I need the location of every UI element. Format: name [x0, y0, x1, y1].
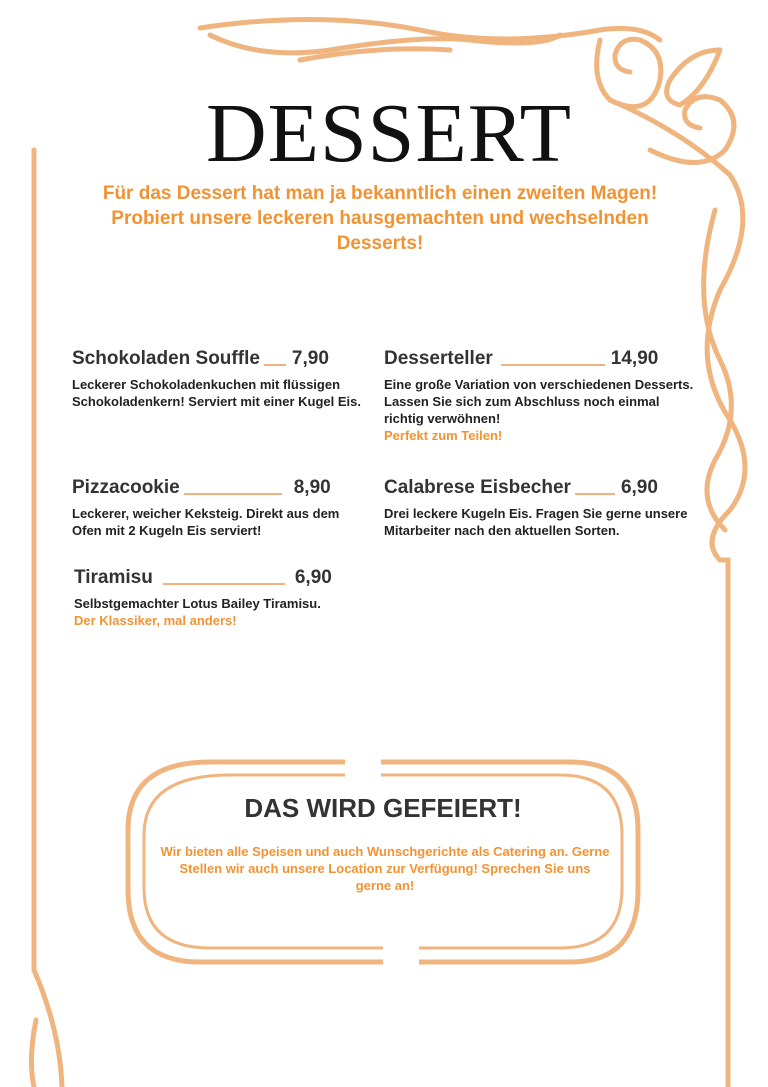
item-leader-line — [163, 583, 285, 585]
item-name: Schokoladen Souffle — [72, 348, 260, 369]
menu-item — [72, 477, 362, 539]
item-description: Selbstgemachter Lotus Bailey Tiramisu. — [74, 596, 321, 611]
menu-item — [72, 348, 372, 410]
item-description: Leckerer, weicher Keksteig. Direkt aus dem Ofen mit 2 Kugeln Eis serviert! — [72, 506, 340, 538]
item-price: 6,90 — [294, 567, 332, 588]
item-price: 6,90 — [620, 477, 658, 498]
item-price: 14,90 — [610, 348, 659, 369]
item-name: Desserteller — [384, 348, 493, 369]
left-corner-curl — [31, 1020, 36, 1087]
menu-item — [384, 477, 714, 539]
item-price: 7,90 — [291, 348, 329, 369]
left-border-line — [34, 150, 62, 1087]
intro-text: Für das Dessert hat man ja bekanntlich einen zweiten Magen! Probiert unsere leckeren hausgemachten und wechselnden Desserts! — [102, 183, 658, 254]
item-leader-line — [184, 493, 282, 495]
event-title: DAS WIRD GEFEIERT! — [244, 793, 522, 823]
item-description: Leckerer Schokoladenkuchen mit flüssigen Schokoladenkern! Serviert mit einer Kugel Eis. — [72, 377, 361, 409]
item-name: Tiramisu — [74, 567, 153, 588]
item-leader-line — [501, 364, 605, 366]
menu-item — [74, 567, 374, 629]
item-leader-line — [575, 493, 615, 495]
event-text: Wir bieten alle Speisen und auch Wunschgerichte als Catering an. Gerne Stellen wir auch unsere Location zur Verfügung! Sprechen Sie uns gerne an! — [160, 844, 610, 893]
page-title: DESSERT — [205, 87, 572, 180]
item-name: Calabrese Eisbecher — [384, 477, 571, 498]
menu-item — [384, 348, 694, 444]
item-name: Pizzacookie — [72, 477, 180, 498]
item-note: Der Klassiker, mal anders! — [74, 613, 237, 628]
item-price: 8,90 — [293, 477, 331, 498]
item-leader-line — [264, 364, 286, 366]
item-description: Drei leckere Kugeln Eis. Fragen Sie gerne unsere Mitarbeiter nach den aktuellen Sorten. — [384, 506, 688, 538]
item-description: Eine große Variation von verschiedenen Desserts. Lassen Sie sich zum Abschluss noch einmal richtig verwöhnen! — [384, 377, 694, 426]
item-note: Perfekt zum Teilen! — [384, 428, 503, 443]
